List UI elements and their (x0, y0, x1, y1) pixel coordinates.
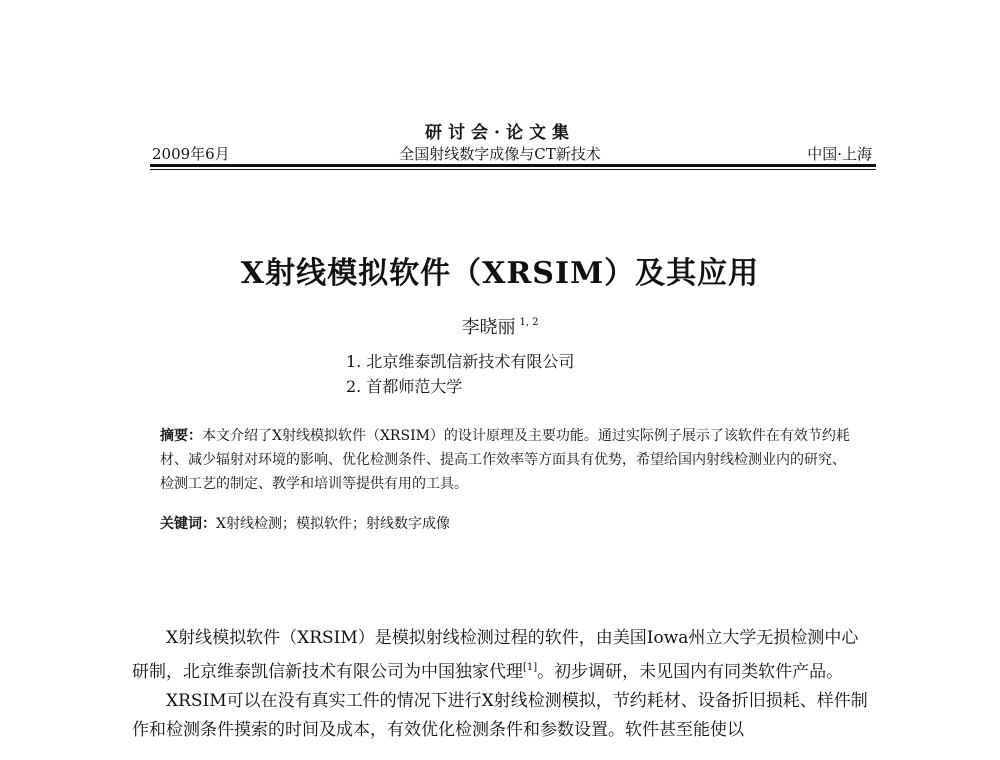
body-paragraph-1 (132, 624, 872, 687)
header-rule-thin (150, 169, 876, 170)
paper-author (0, 313, 1000, 339)
author-name: 李晓丽 (461, 317, 516, 338)
affiliation-1: 1. 北京维泰凯信新技术有限公司 (346, 352, 575, 371)
abstract (160, 424, 850, 496)
header-subtitle: 全国射线数字成像与CT新技术 (399, 145, 601, 163)
body-paragraph-2: XRSIM可以在没有真实工件的情况下进行X射线检测模拟，节约耗材、设备折旧损耗、样件制作和检测条件摸索的时间及成本，有效优化检测条件和参数设置。软件甚至能使以 (132, 691, 868, 740)
keywords-text: X射线检测；模拟软件；射线数字成像 (216, 516, 450, 532)
body-p1-text-end: 。初步调研，未见国内有同类软件产品。 (537, 662, 844, 682)
header-location: 中国·上海 (807, 145, 872, 163)
author-superscript: 1, 2 (519, 317, 539, 328)
citation-ref: [1] (523, 662, 538, 673)
body-text (132, 624, 872, 745)
keywords-label: 关键词： (160, 516, 216, 532)
abstract-text: 本文介绍了X射线模拟软件（XRSIM）的设计原理及主要功能。通过实际例子展示了该软件在有效节约耗材、减少辐射对环境的影响、优化检测条件、提高工作效率等方面具有优势，希望给国内射线检测业内的研究、检测工艺的制定、教学和培训等提供有用的工具。 (160, 428, 850, 492)
affiliation-2: 2. 首都师范大学 (346, 377, 463, 396)
header-rule-thick (150, 164, 876, 167)
abstract-label: 摘要： (160, 428, 202, 444)
body-p1-text: X射线模拟软件（XRSIM）是模拟射线检测过程的软件，由美国Iowa州立大学无损检测中心研制，北京维泰凯信新技术有限公司为中国独家代理 (132, 628, 859, 682)
header-date: 2009年6月 (152, 145, 230, 163)
paper-title: X射线模拟软件（XRSIM）及其应用 (240, 256, 760, 291)
header-series: 研讨会·论文集 (425, 123, 575, 143)
keywords (160, 513, 850, 533)
